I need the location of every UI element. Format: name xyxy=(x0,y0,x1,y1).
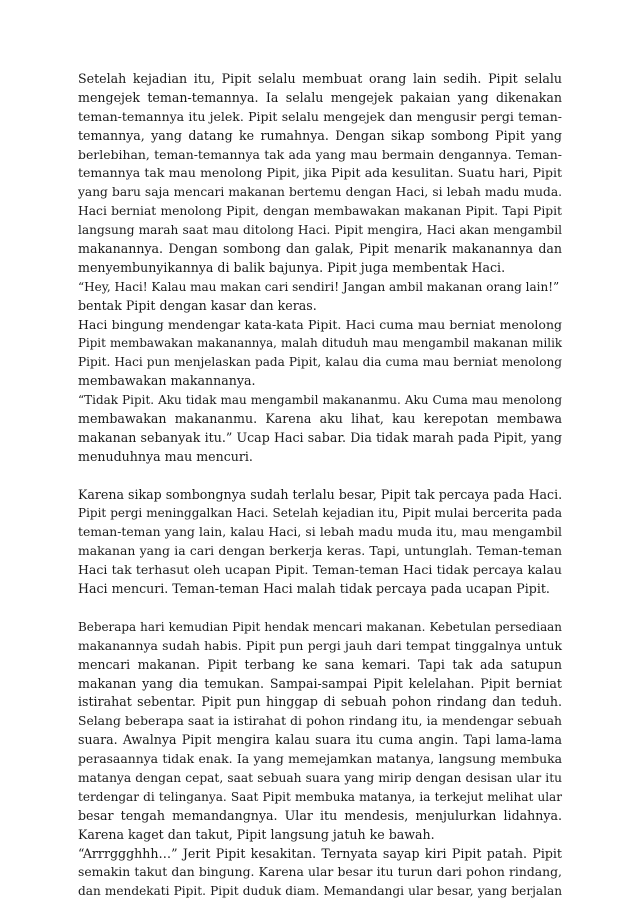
text-line: Karena sikap sombongnya sudah terlalu besar, Pipit tak percaya pada Haci. xyxy=(78,486,563,502)
text-line: mencari makanan. Pipit terbang ke sana kemari. Tapi tak ada satupun xyxy=(78,656,562,672)
text-line: Pipit. Haci pun menjelaskan pada Pipit, kalau dia cuma mau berniat menolong xyxy=(78,355,562,370)
text-line: dan mendekati Pipit. Pipit duduk diam. Memandangi ular besar, yang berjalan xyxy=(78,884,562,899)
text-line: Beberapa hari kemudian Pipit hendak mencari makanan. Kebetulan persediaan xyxy=(78,619,562,634)
text-line: membawakan makannanya. xyxy=(78,373,256,389)
text-line: makanannya. Dengan sombong dan galak, Pipit menarik makanannya dan xyxy=(78,241,562,257)
text-line: berlebihan, teman-temannya tak ada yang mau bermain dengannya. Teman- xyxy=(78,146,562,162)
text-line: Haci tak terhasut oleh ucapan Pipit. Teman-teman Haci tidak percaya kalau xyxy=(78,562,562,578)
paragraph-gap xyxy=(78,467,562,486)
text-line: “Arrrggghhh…” Jerit Pipit kesakitan. Ternyata sayap kiri Pipit patah. Pipit xyxy=(78,845,562,861)
text-line: Pipit pergi meninggalkan Haci. Setelah kejadian itu, Pipit mulai bercerita pada xyxy=(78,506,562,521)
text-line: “Hey, Haci! Kalau mau makan cari sendiri! Jangan ambil makanan orang lain!” xyxy=(78,279,560,294)
text-line: makanannya sudah habis. Pipit pun pergi jauh dari tempat tinggalnya untuk xyxy=(78,637,562,653)
text-line: Karena kaget dan takut, Pipit langsung jatuh ke bawah. xyxy=(78,826,435,842)
text-line: makanan yang ia cari dengan berkerja keras. Tapi, untunglah. Teman-teman xyxy=(78,543,562,559)
text-line: terdengar di telinganya. Saat Pipit membuka matanya, ia terkejut melihat ular xyxy=(78,789,562,804)
text-line: temannya, yang datang ke rumahnya. Dengan sikap sombong Pipit yang xyxy=(78,127,562,143)
text-line: temannya tak mau menolong Pipit, jika Pipit ada kesulitan. Suatu hari, Pipit xyxy=(78,165,562,181)
text-line: teman-teman yang lain, kalau Haci, si lebah madu muda itu, mau mengambil xyxy=(78,525,562,540)
text-line: bentak Pipit dengan kasar dan keras. xyxy=(78,297,317,313)
text-line: mengejek teman-temannya. Ia selalu mengejek pakaian yang dikenakan xyxy=(78,89,562,105)
text-line: suara. Awalnya Pipit mengira kalau suara itu cuma angin. Tapi lama-lama xyxy=(78,732,562,748)
text-line: Haci berniat menolong Pipit, dengan membawakan makanan Pipit. Tapi Pipit xyxy=(78,204,562,219)
text-line: perasaannya tidak enak. Ia yang memejamkan matanya, langsung membuka xyxy=(78,751,562,767)
paragraph-3 xyxy=(78,618,562,901)
document-page xyxy=(78,70,562,901)
text-line: menyembunyikannya di balik bajunya. Pipit juga membentak Haci. xyxy=(78,259,506,275)
text-line: Haci mencuri. Teman-teman Haci malah tidak percaya pada ucapan Pipit. xyxy=(78,581,550,597)
text-line: Pipit membawakan makanannya, malah dituduh mau mengambil makanan milik xyxy=(78,336,562,351)
paragraph-2 xyxy=(78,486,562,599)
text-line: semakin takut dan bingung. Karena ular besar itu turun dari pohon rindang, xyxy=(78,865,562,880)
text-line: Haci bingung mendengar kata-kata Pipit. Haci cuma mau berniat menolong xyxy=(78,316,562,332)
paragraph-gap xyxy=(78,599,562,618)
text-line: teman-temannya itu jelek. Pipit selalu mengejek dan mengusir pergi teman- xyxy=(78,108,562,124)
text-line: Setelah kejadian itu, Pipit selalu membuat orang lain sedih. Pipit selalu xyxy=(78,71,562,86)
text-line: matanya dengan cepat, saat sebuah suara yang mirip dengan desisan ular itu xyxy=(78,770,562,785)
text-line: “Tidak Pipit. Aku tidak mau mengambil makananmu. Aku Cuma mau menolong xyxy=(78,393,562,408)
text-line: istirahat sebentar. Pipit pun hinggap di sebuah pohon rindang dan teduh. xyxy=(78,694,562,710)
text-line: membawakan makananmu. Karena aku lihat, kau kerepotan membawa xyxy=(78,411,562,427)
text-line: makanan yang dia temukan. Sampai-sampai Pipit kelelahan. Pipit berniat xyxy=(78,675,562,691)
text-line: yang baru saja mencari makanan bertemu dengan Haci, si lebah madu muda. xyxy=(78,185,562,200)
paragraph-1 xyxy=(78,70,562,467)
text-line: langsung marah saat mau ditolong Haci. Pipit mengira, Haci akan mengambil xyxy=(78,223,562,238)
text-line: besar tengah memandangnya. Ular itu mendesis, menjulurkan lidahnya. xyxy=(78,807,562,823)
text-line: Selang beberapa saat ia istirahat di pohon rindang itu, ia mendengar sebuah xyxy=(78,714,562,729)
text-line: makanan sebanyak itu.” Ucap Haci sabar. Dia tidak marah pada Pipit, yang xyxy=(78,429,562,445)
text-line: menuduhnya mau mencuri. xyxy=(78,448,253,464)
